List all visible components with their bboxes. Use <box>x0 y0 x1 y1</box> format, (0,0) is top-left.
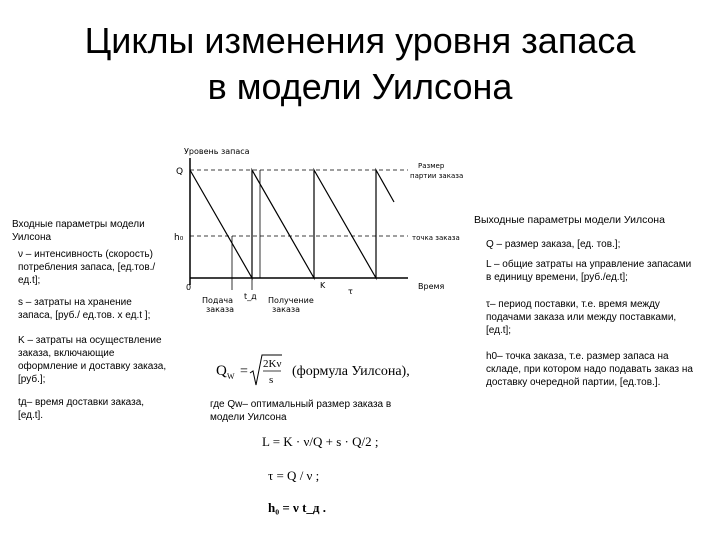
slide-title <box>40 18 680 110</box>
batch-size-label-2: партии заказа <box>410 172 464 180</box>
wilson-numerator: 2Kν <box>263 358 282 370</box>
wilson-note: где Qw– оптимальный размер заказа в модели Уилсона <box>210 399 392 423</box>
param-q: Q – размер заказа, [ед. тов.]; <box>486 239 621 250</box>
param-l: L – общие затраты на управление запасами в единицу времени, [руб./ед.t]; <box>486 259 692 283</box>
output-params-heading: Выходные параметры модели Уилсона <box>474 214 665 226</box>
batch-size-label-1: Размер <box>418 162 445 170</box>
param-td: tд– время доставки заказа, [ед.t]. <box>18 397 145 421</box>
param-k: K – затраты на осуществление заказа, включающие оформление и доставку заказа, [руб.]; <box>18 335 167 385</box>
wilson-eq: = <box>240 364 248 379</box>
wilson-name: (формула Уилсона), <box>292 364 410 379</box>
h0-formula: h₀ = ν t_д . <box>268 500 326 515</box>
y-axis-label: Уровень запаса <box>184 147 250 156</box>
order-receive-label-2: заказа <box>272 305 301 314</box>
inventory-sawtooth <box>190 170 394 278</box>
param-nu: ν – интенсивность (скорость) потребления запаса, [ед.тов./ед.t]; <box>18 249 156 286</box>
origin-label: 0 <box>186 283 192 292</box>
order-submit-label-1: Подача <box>202 296 233 305</box>
l-formula: L = K · ν/Q + s · Q/2 ; <box>262 434 379 449</box>
wilson-lhs: Q <box>216 363 227 379</box>
k-label: K <box>320 281 326 290</box>
q-axis-label: Q <box>176 167 184 177</box>
param-tau: τ– период поставки, т.е. время между подачами заказа или между поставками, [ед.t]; <box>486 299 677 336</box>
wilson-denominator: s <box>269 374 274 386</box>
td-label: t_д <box>244 292 257 301</box>
tau-formula: τ = Q / ν ; <box>268 468 320 483</box>
order-point-label: точка заказа <box>412 234 460 242</box>
title-line-2: в модели Уилсона <box>207 66 513 107</box>
x-axis-label: Время <box>418 282 445 291</box>
tau-label: τ <box>348 287 353 296</box>
wilson-formula <box>212 345 412 389</box>
inventory-cycle-diagram <box>160 140 480 320</box>
input-params-heading: Входные параметры модели Уилсона <box>12 219 145 243</box>
param-s: s – затраты на хранение запаса, [руб./ ед.тов. х ед.t ]; <box>18 297 151 321</box>
title-line-1: Циклы изменения уровня запаса <box>84 20 636 61</box>
order-receive-label-1: Получение <box>268 296 314 305</box>
order-submit-label-2: заказа <box>206 305 235 314</box>
wilson-sub: W <box>227 372 235 381</box>
h0-axis-label: h₀ <box>174 233 184 243</box>
param-h0: h0– точка заказа, т.е. размер запаса на складе, при котором надо подавать заказ на доставку очередной партии, [ед.тов.]. <box>486 351 693 388</box>
